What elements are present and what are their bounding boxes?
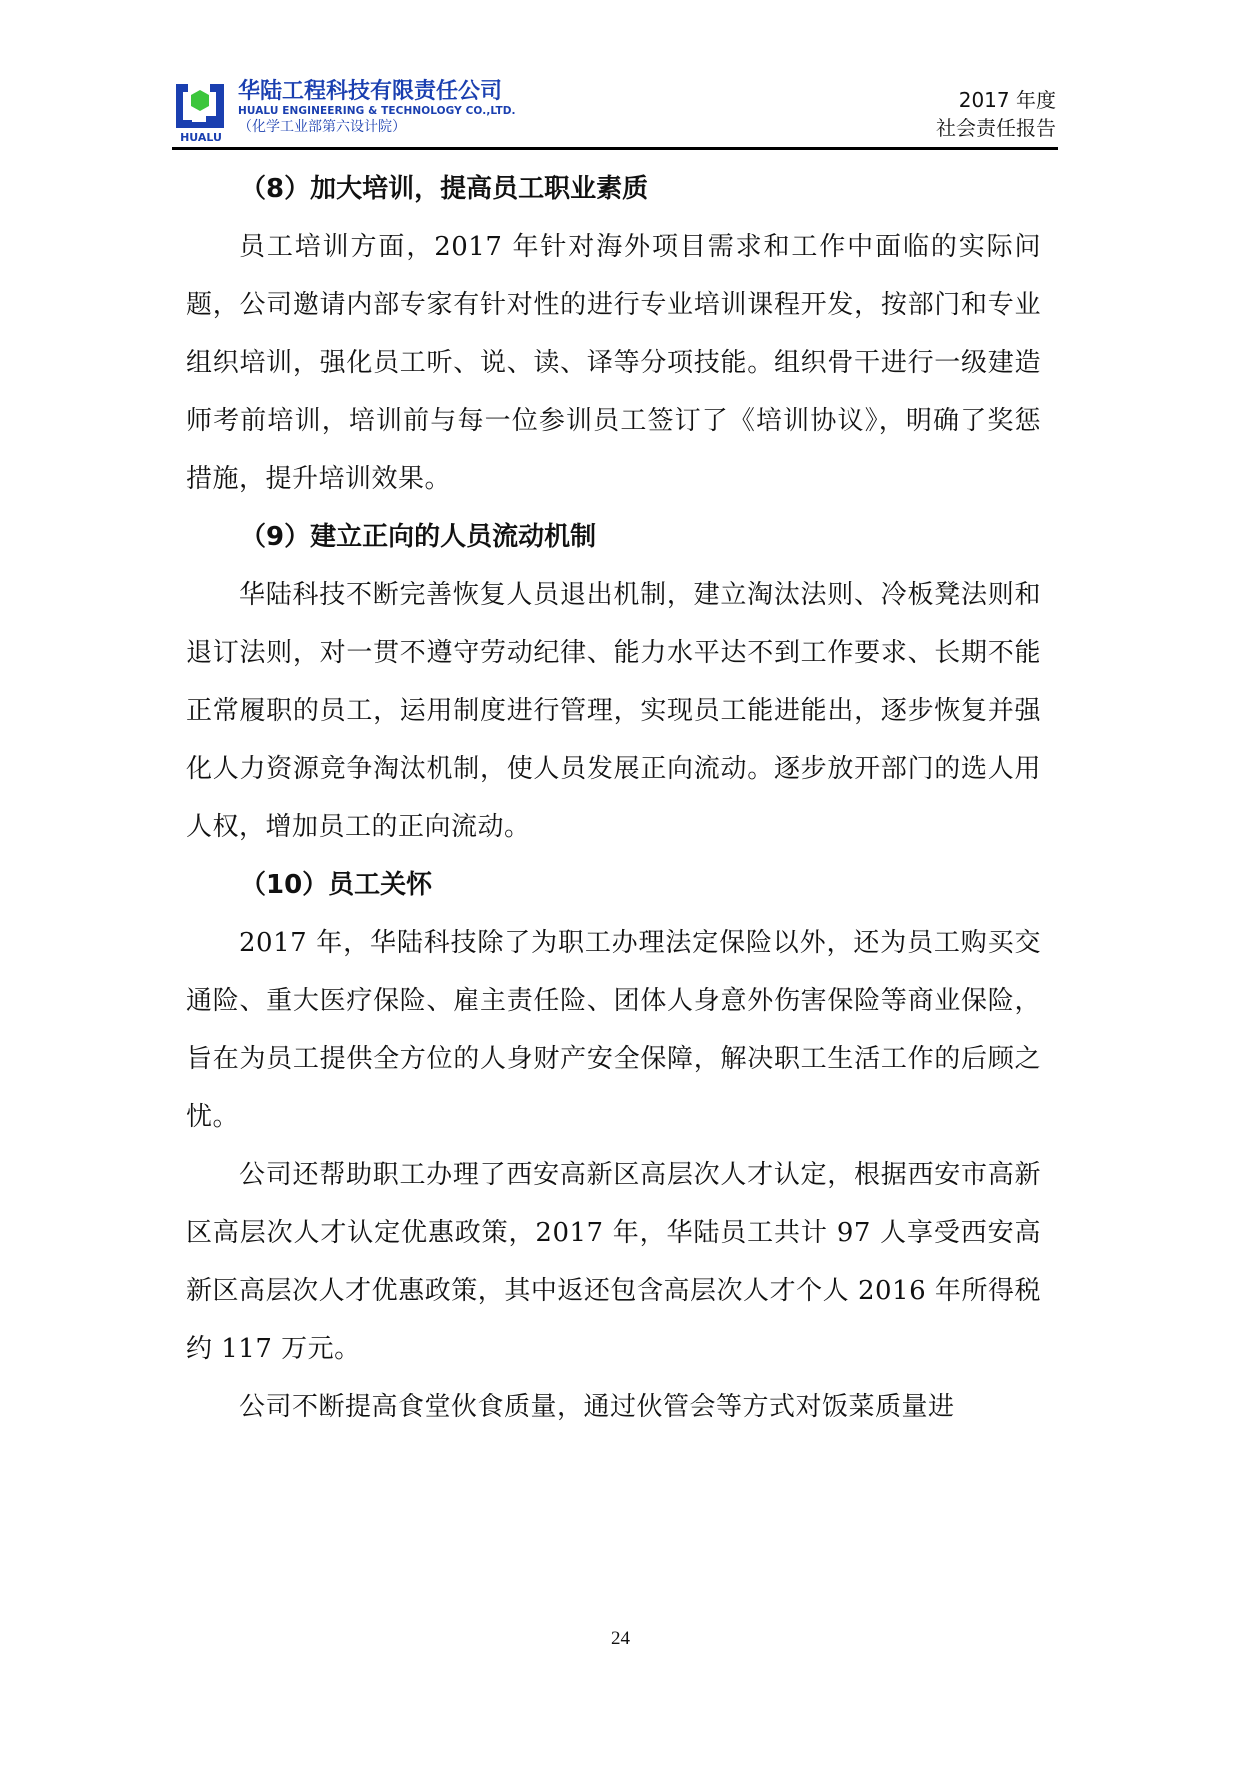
section-training — [186, 160, 1041, 508]
section-heading: （9）建立正向的人员流动机制 — [240, 522, 597, 552]
company-name-en: HUALU ENGINEERING & TECHNOLOGY CO.,LTD. — [238, 105, 516, 117]
paragraph: 公司不断提高食堂伙食质量，通过伙管会等方式对饭菜质量进 — [239, 1392, 955, 1422]
paragraph: 公司还帮助职工办理了西安高新区高层次人才认定，根据西安市高新区高层次人才认定优惠政策，2017 年，华陆员工共计 97 人享受西安高新区高层次人才优惠政策，其中返还包含高层次人才个人 2016 年所得税约 117 万元。 — [186, 1160, 1041, 1364]
paragraph: 员工培训方面，2017 年针对海外项目需求和工作中面临的实际问题，公司邀请内部专家有针对性的进行专业培训课程开发，按部门和专业组织培训，强化员工听、说、读、译等分项技能。组织骨干进行一级建造师考前培训，培训前与每一位参训员工签订了《培训协议》，明确了奖惩措施，提升培训效果。 — [186, 232, 1041, 494]
paragraph: 2017 年，华陆科技除了为职工办理法定保险以外，还为员工购买交通险、重大医疗保险、雇主责任险、团体人身意外伤害保险等商业保险，旨在为员工提供全方位的人身财产安全保障，解决职工生活工作的后顾之忧。 — [186, 928, 1041, 1132]
company-subtitle: （化学工业部第六设计院） — [238, 119, 406, 135]
hualu-logo-icon — [172, 80, 230, 144]
section-heading: （8）加大培训，提高员工职业素质 — [240, 174, 649, 204]
report-title: 社会责任报告 — [936, 116, 1056, 140]
report-title-block — [936, 86, 1056, 142]
section-employee-care — [186, 856, 1041, 1436]
section-staff-mobility — [186, 508, 1041, 856]
svg-text:HUALU: HUALU — [180, 131, 222, 144]
page-number: 24 — [611, 1628, 630, 1649]
company-name-block — [238, 80, 516, 136]
page-content — [186, 160, 1041, 1436]
report-year: 2017 年度 — [958, 88, 1056, 112]
page-header — [172, 78, 1058, 150]
paragraph: 华陆科技不断完善恢复人员退出机制，建立淘汰法则、冷板凳法则和退订法则，对一贯不遵守劳动纪律、能力水平达不到工作要求、长期不能正常履职的员工，运用制度进行管理，实现员工能进能出，逐步恢复并强化人力资源竞争淘汰机制，使人员发展正向流动。逐步放开部门的选人用人权，增加员工的正向流动。 — [186, 580, 1041, 842]
header-divider — [172, 147, 1058, 150]
company-name-cn: 华陆工程科技有限责任公司 — [238, 79, 503, 104]
section-heading: （10）员工关怀 — [240, 870, 433, 900]
